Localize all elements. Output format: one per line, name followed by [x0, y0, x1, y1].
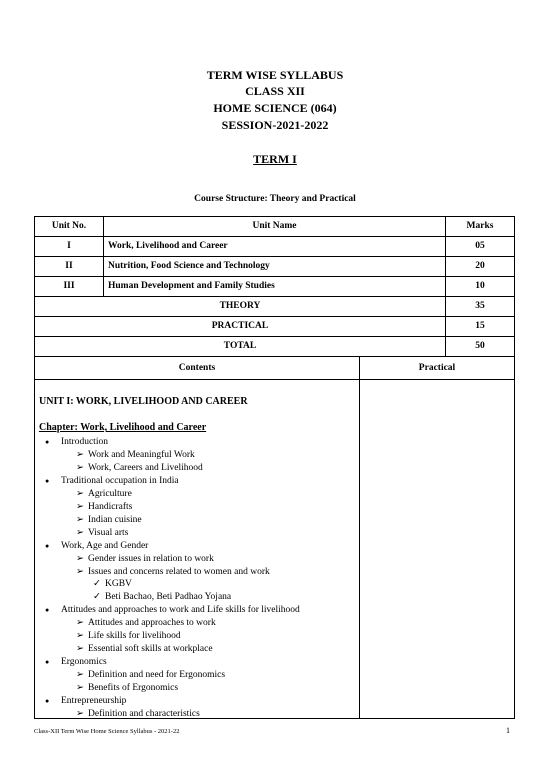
list-item-text: Work and Meaningful Work	[88, 449, 195, 460]
list-item	[76, 527, 128, 539]
list-item	[76, 708, 200, 720]
list-item-text: Work, Careers and Livelihood	[88, 462, 203, 473]
unit-marks: 10	[446, 277, 515, 297]
arrow-bullet-icon: ➢	[76, 631, 84, 642]
arrow-bullet-icon: ➢	[76, 514, 84, 525]
unit-name: Human Development and Family Studies	[104, 277, 446, 297]
checkmark-icon: ✓	[93, 579, 101, 590]
list-item-text: Ergonomics	[61, 657, 107, 668]
list-item-text: Visual arts	[88, 527, 129, 538]
contents-header-row	[35, 357, 515, 380]
unit-number: III	[35, 277, 104, 297]
bullet-icon: ●	[45, 658, 50, 667]
arrow-bullet-icon: ➢	[76, 683, 84, 694]
list-item	[76, 643, 213, 655]
total-marks: 35	[446, 297, 515, 317]
list-item	[76, 501, 132, 513]
table-row	[35, 277, 515, 297]
list-item	[76, 617, 216, 629]
contents-cell	[35, 380, 360, 719]
total-label: TOTAL	[35, 337, 446, 357]
arrow-bullet-icon: ➢	[76, 449, 84, 460]
unit-marks: 20	[446, 257, 515, 277]
contents-column-header: Contents	[35, 357, 360, 380]
list-item-text: Handicrafts	[88, 501, 133, 512]
checkmark-icon: ✓	[93, 592, 101, 603]
total-label: PRACTICAL	[35, 317, 446, 337]
list-item-text: Essential soft skills at workplace	[88, 644, 213, 655]
arrow-bullet-icon: ➢	[76, 527, 84, 538]
bullet-icon: ●	[45, 438, 50, 446]
arrow-bullet-icon: ➢	[76, 708, 84, 719]
bullet-icon: ●	[45, 606, 50, 615]
total-row	[35, 297, 515, 317]
list-item-text: Life skills for livelihood	[88, 631, 181, 642]
arrow-bullet-icon: ➢	[76, 566, 84, 577]
footer-text: Class-XII Term Wise Home Science Syllabus - 2021-22	[34, 728, 180, 735]
list-item-text: Issues and concerns related to women and work	[88, 566, 270, 577]
arrow-bullet-icon: ➢	[76, 501, 84, 512]
course-structure-heading: Course Structure: Theory and Practical	[194, 194, 356, 204]
table-row	[35, 237, 515, 257]
syllabus-title: TERM WISE SYLLABUS	[206, 68, 344, 82]
chapter-heading: Chapter: Work, Livelihood and Career	[39, 422, 207, 433]
list-item	[93, 578, 132, 590]
page-number: 1	[506, 726, 510, 735]
list-item	[45, 656, 107, 668]
column-header: Unit No.	[35, 217, 104, 237]
list-item	[76, 682, 178, 694]
bullet-icon: ●	[45, 476, 50, 485]
arrow-bullet-icon: ➢	[76, 644, 84, 655]
session-title: SESSION-2021-2022	[221, 118, 329, 132]
list-item	[76, 462, 203, 474]
list-item	[76, 553, 214, 565]
bullet-icon: ●	[45, 541, 50, 550]
unit-number: II	[35, 257, 104, 277]
total-marks: 50	[446, 337, 515, 357]
list-item	[45, 540, 149, 552]
list-item-text: Definition and characteristics	[88, 708, 200, 719]
practical-column-header: Practical	[360, 357, 515, 380]
unit-marks: 05	[446, 237, 515, 257]
list-item	[45, 436, 108, 448]
list-item	[76, 669, 225, 681]
total-label: THEORY	[35, 297, 446, 317]
list-item-text: Beti Bachao, Beti Padhao Yojana	[105, 592, 232, 603]
contents-body-row	[35, 380, 515, 719]
list-item-text: KGBV	[105, 579, 132, 590]
list-item-text: Attitudes and approaches to work and Life skills for livelihood	[61, 605, 300, 616]
arrow-bullet-icon: ➢	[76, 553, 84, 564]
practical-cell	[360, 380, 515, 719]
marks-table	[34, 216, 515, 357]
column-header: Marks	[446, 217, 515, 237]
list-item	[76, 566, 270, 578]
arrow-bullet-icon: ➢	[76, 618, 84, 629]
list-item	[45, 695, 127, 707]
list-item-text: Work, Age and Gender	[61, 540, 149, 551]
unit-heading: UNIT I: WORK, LIVELIHOOD AND CAREER	[39, 396, 248, 407]
bullet-icon: ●	[45, 697, 50, 705]
list-item-text: Gender issues in relation to work	[88, 553, 214, 564]
unit-name: Work, Livelihood and Career	[104, 237, 446, 257]
list-item-text: Benefits of Ergonomics	[88, 683, 179, 694]
list-item-text: Indian cuisine	[88, 514, 142, 525]
contents-list	[35, 380, 359, 718]
contents-table	[34, 356, 515, 719]
list-item	[93, 591, 231, 603]
total-row	[35, 337, 515, 357]
unit-name: Nutrition, Food Science and Technology	[104, 257, 446, 277]
total-row	[35, 317, 515, 337]
unit-number: I	[35, 237, 104, 257]
arrow-bullet-icon: ➢	[76, 488, 84, 499]
subject-title: HOME SCIENCE (064)	[213, 101, 337, 115]
list-item-text: Introduction	[61, 437, 108, 447]
table-row	[35, 257, 515, 277]
list-item	[76, 488, 132, 500]
marks-table-header-row	[35, 217, 515, 237]
list-item-text: Agriculture	[88, 488, 132, 499]
arrow-bullet-icon: ➢	[76, 462, 84, 473]
arrow-bullet-icon: ➢	[76, 670, 84, 681]
term-heading: TERM I	[253, 152, 297, 166]
class-title: CLASS XII	[245, 84, 305, 98]
list-item	[45, 475, 179, 487]
list-item-text: Definition and need for Ergonomics	[88, 670, 226, 681]
total-marks: 15	[446, 317, 515, 337]
list-item	[76, 449, 195, 461]
list-item-text: Traditional occupation in India	[61, 475, 179, 486]
column-header: Unit Name	[104, 217, 446, 237]
list-item-text: Entrepreneurship	[61, 696, 127, 706]
list-item	[45, 604, 300, 616]
list-item-text: Attitudes and approaches to work	[88, 618, 216, 629]
list-item	[76, 514, 142, 526]
list-item	[76, 630, 181, 642]
